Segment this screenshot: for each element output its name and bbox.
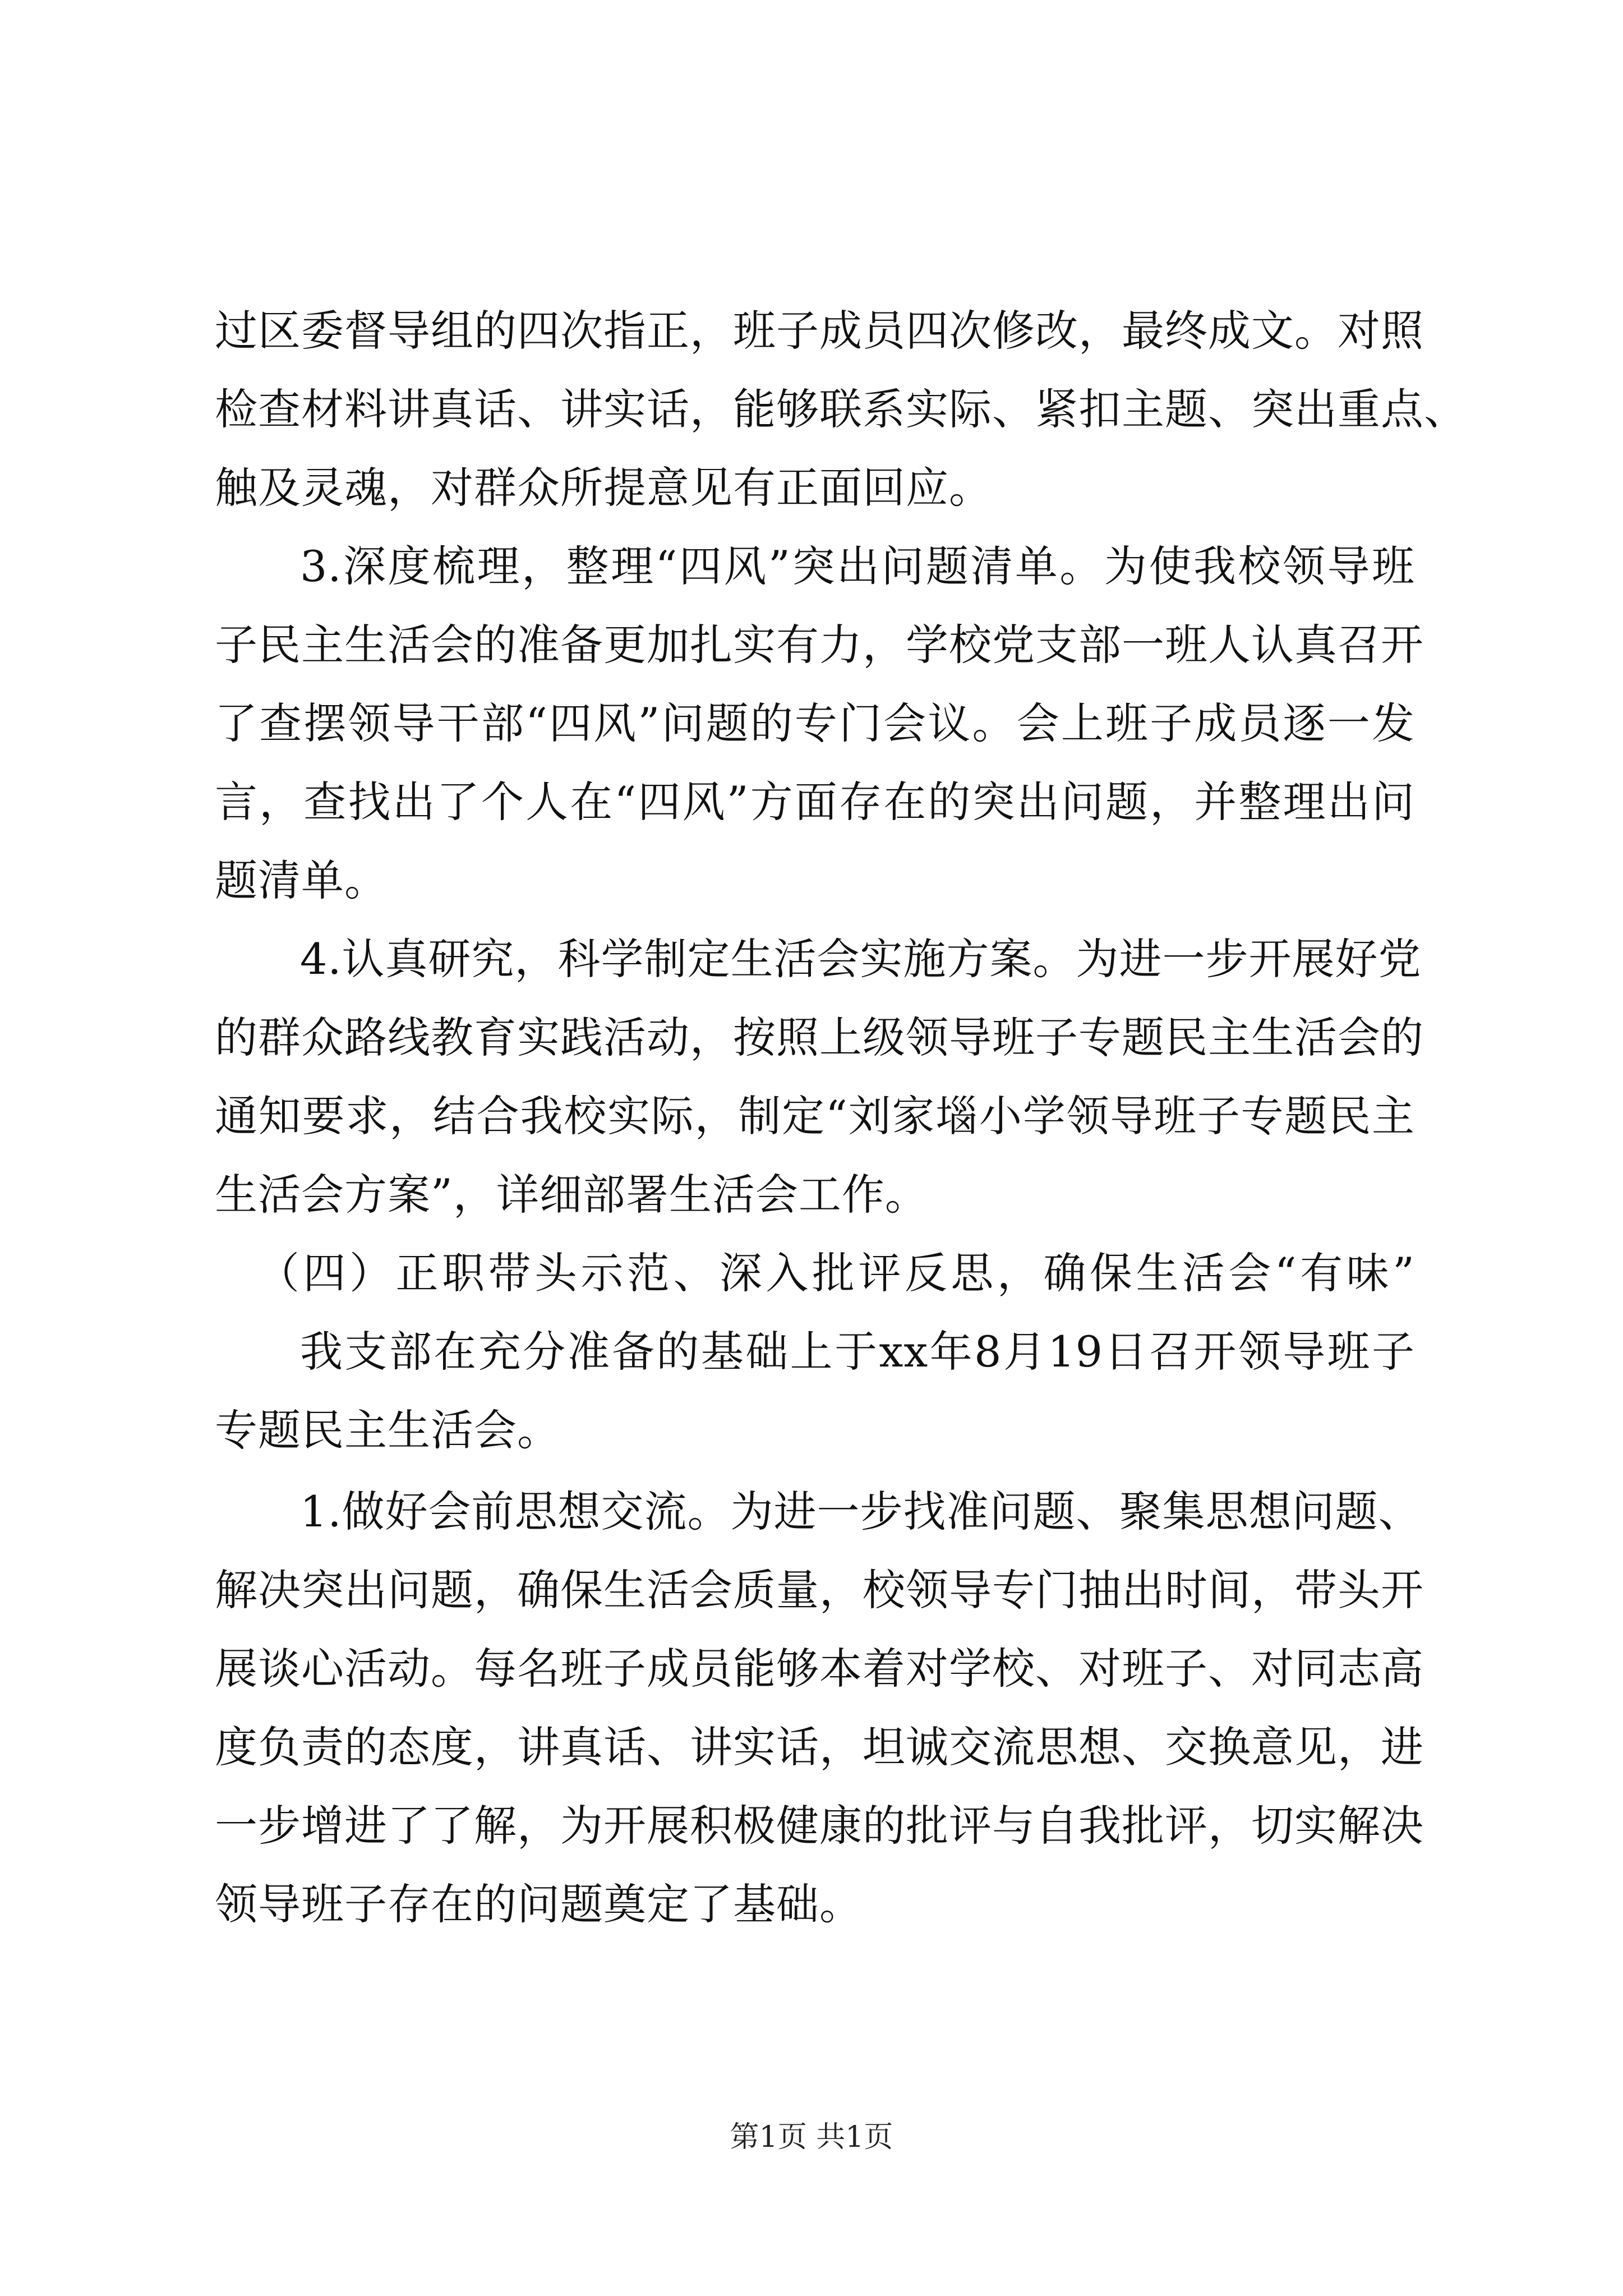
- text-line: 度负责的态度，讲真话、讲实话，坦诚交流思想、交换意见，进: [215, 1722, 1424, 1772]
- text-line: 了查摆领导干部“四风”问题的专门会议。会上班子成员逐一发: [215, 698, 1415, 748]
- text-line: 触及灵魂，对群众所提意见有正面回应。: [215, 463, 992, 513]
- text-line: 我支部在充分准备的基础上于xx年8月19日召开领导班子: [300, 1327, 1415, 1377]
- text-line: 的群众路线教育实践活动，按照上级领导班子专题民主生活会的: [215, 1013, 1424, 1062]
- text-line: 通知要求，结合我校实际，制定“刘家堖小学领导班子专题民主: [215, 1091, 1415, 1141]
- text-line: 1.做好会前思想交流。为进一步找准问题、聚集思想问题、: [300, 1487, 1422, 1536]
- text-line: 子民主生活会的准备更加扎实有力，学校党支部一班人认真召开: [215, 620, 1424, 670]
- text-line: 专题民主生活会。: [215, 1405, 560, 1455]
- text-line: 3.深度梳理，整理“四风”突出问题清单。为使我校领导班: [300, 541, 1415, 591]
- page-number-footer: 第1页 共1页: [730, 2120, 893, 2154]
- text-line: 题清单。: [215, 855, 388, 905]
- section-heading: （四）正职带头示范、深入批评反思，确保生活会“有味”: [257, 1248, 1415, 1298]
- text-line: 解决突出问题，确保生活会质量，校领导专门抽出时间，带头开: [215, 1565, 1424, 1615]
- text-line: 领导班子存在的问题奠定了基础。: [215, 1879, 863, 1929]
- text-line: 过区委督导组的四次指正，班子成员四次修改，最终成文。对照: [215, 306, 1424, 356]
- text-line: 展谈心活动。每名班子成员能够本着对学校、对班子、对同志高: [215, 1644, 1424, 1694]
- text-line: 4.认真研究，科学制定生活会实施方案。为进一步开展好党: [300, 934, 1422, 984]
- text-line: 生活会方案”，详细部署生活会工作。: [215, 1170, 928, 1220]
- text-line: 检查材料讲真话、讲实话，能够联系实际、紧扣主题、突出重点、: [215, 384, 1467, 434]
- text-line: 言，查找出了个人在“四风”方面存在的突出问题，并整理出问: [215, 777, 1415, 827]
- text-line: 一步增进了了解，为开展积极健康的批评与自我批评，切实解决: [215, 1801, 1424, 1851]
